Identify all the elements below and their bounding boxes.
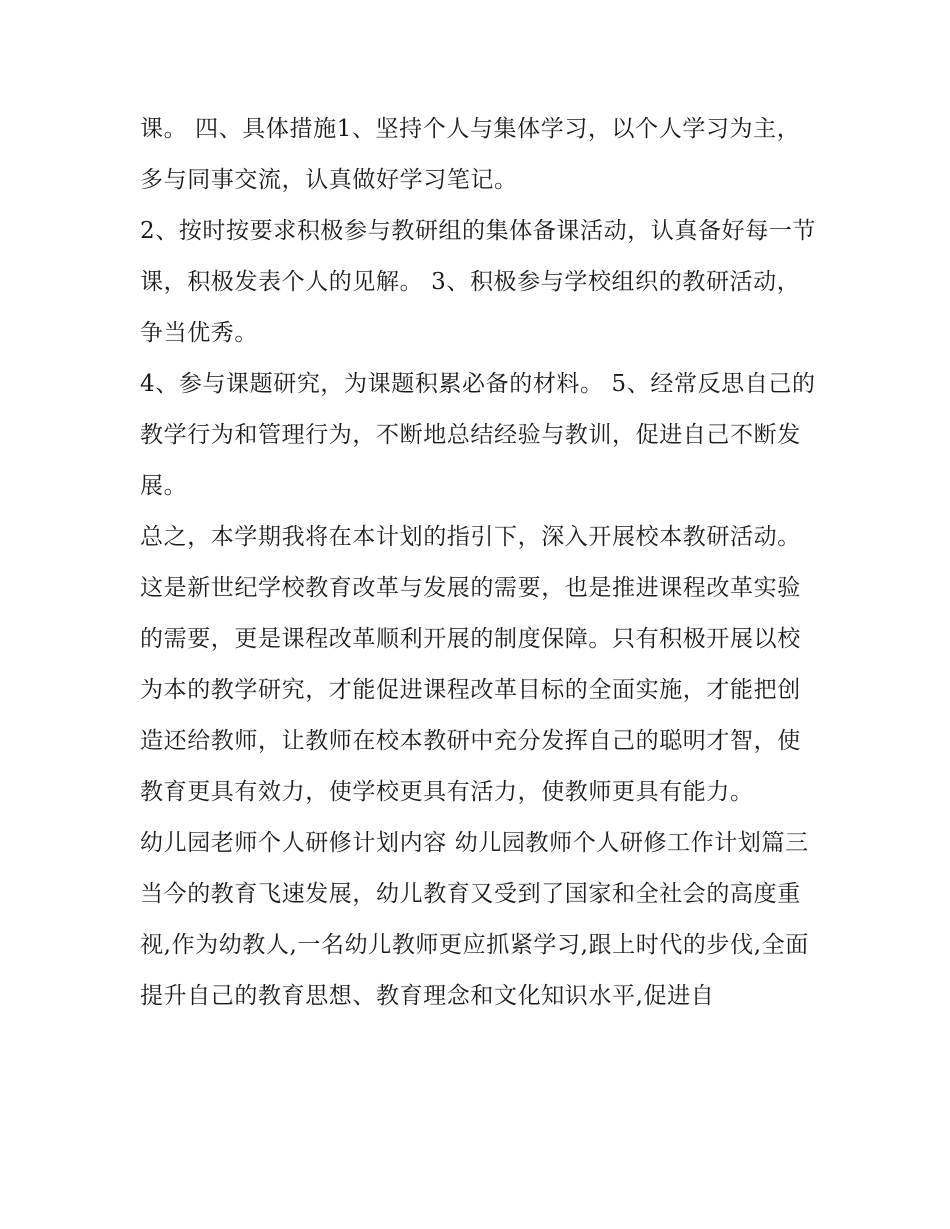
section-heading: 幼儿园老师个人研修计划内容 幼儿园教师个人研修工作计划篇三: [140, 830, 809, 856]
document-body: [140, 104, 820, 1022]
paragraph-measures-1: 课。 四、具体措施1、坚持个人与集体学习，以个人学习为主，多与同事交流，认真做好学习笔记。: [140, 116, 801, 193]
paragraph-measures-4-5: 4、参与课题研究，为课题积累必备的材料。 5、经常反思自己的教学行为和管理行为，不断地总结经验与教训，促进自己不断发展。: [140, 371, 816, 499]
paragraph-intro: 当今的教育飞速发展，幼儿教育又受到了国家和全社会的高度重视,作为幼教人,一名幼儿教师更应抓紧学习,跟上时代的步伐,全面提升自己的教育思想、教育理念和文化知识水平,促进自: [140, 881, 809, 1009]
paragraph-measures-2-3: 2、按时按要求积极参与教研组的集体备课活动，认真备好每一节课，积极发表个人的见解。 3、积极参与学校组织的教研活动，争当优秀。: [140, 218, 817, 346]
paragraph-summary: 总之，本学期我将在本计划的指引下，深入开展校本教研活动。这是新世纪学校教育改革与发展的需要，也是推进课程改革实验的需要，更是课程改革顺利开展的制度保障。只有积极开展以校为本的教学研究，才能促进课程改革目标的全面实施，才能把创造还给教师，让教师在校本教研中充分发挥自己的聪明才智，使教育更具有效力，使学校更具有活力，使教师更具有能力。: [140, 524, 801, 805]
